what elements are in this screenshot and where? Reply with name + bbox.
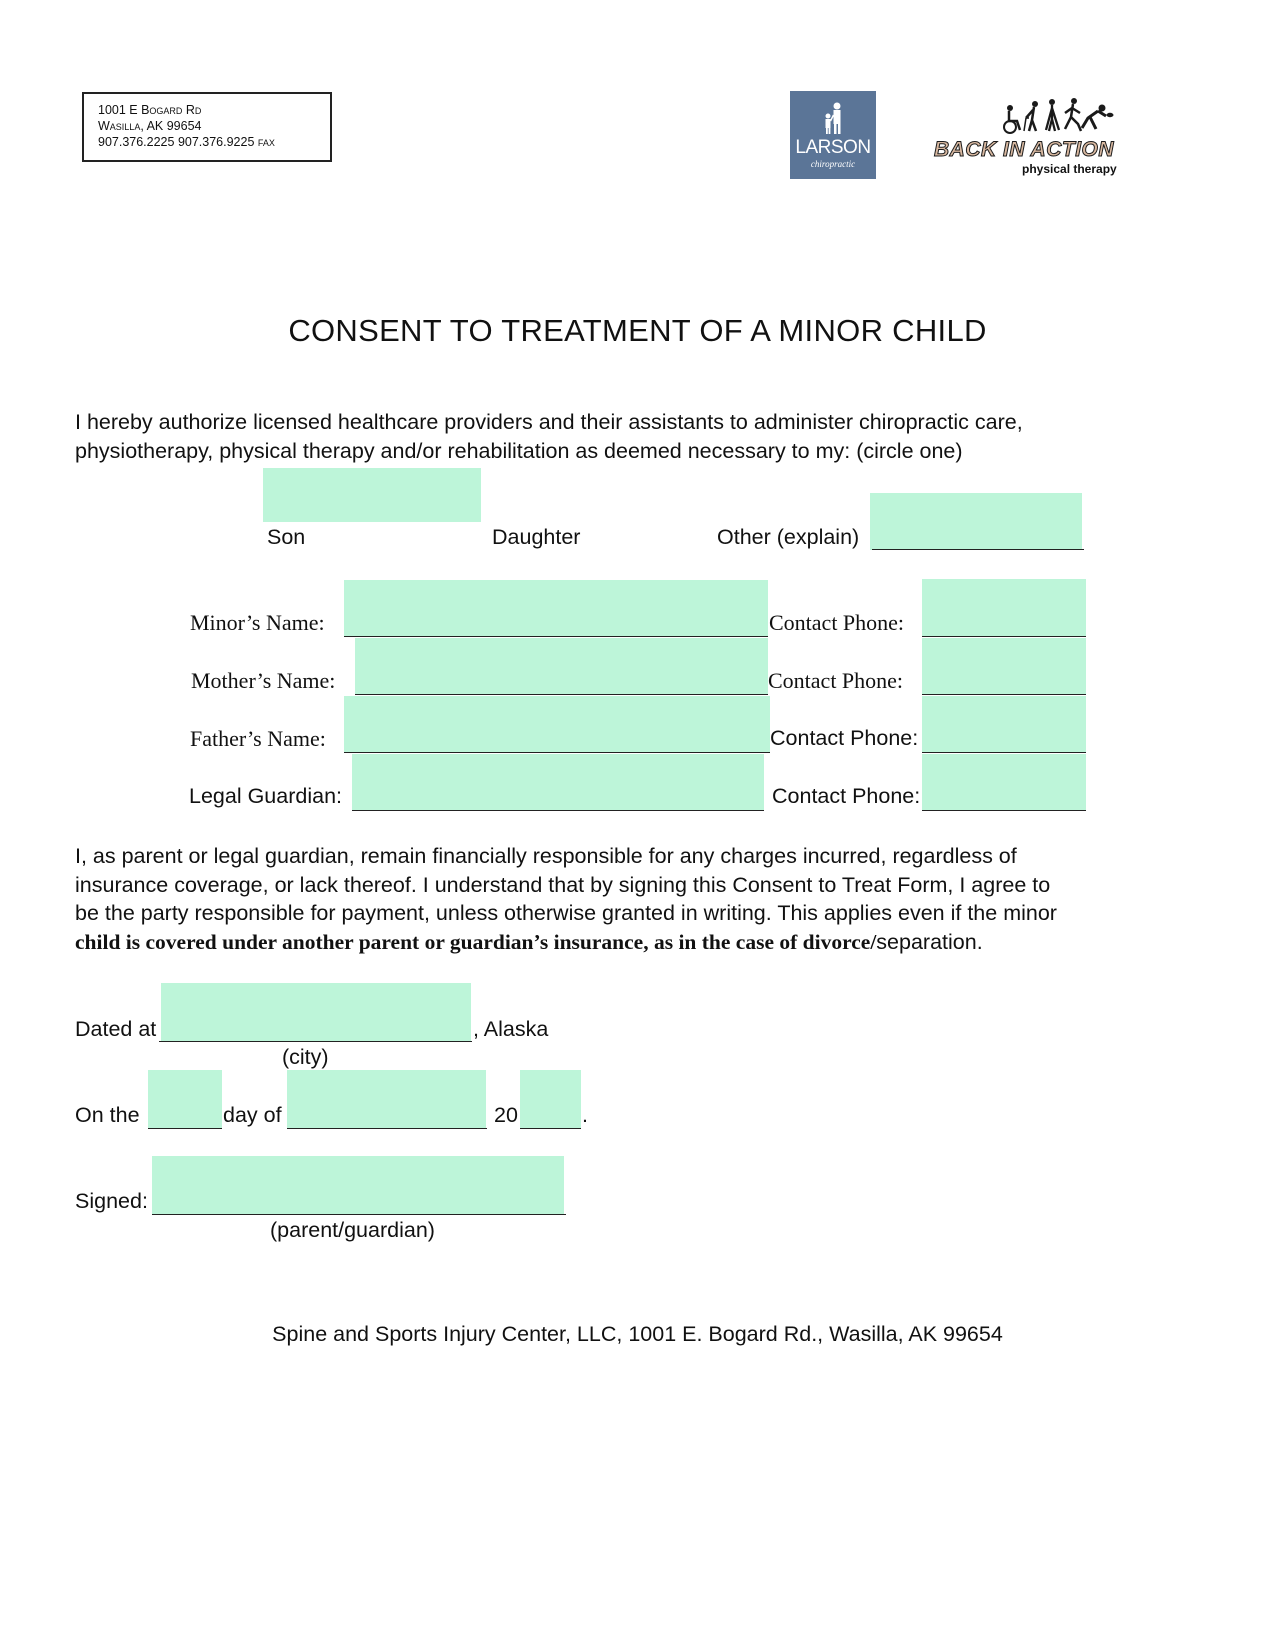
guardian-contact-phone-underline xyxy=(922,810,1086,811)
month-field[interactable] xyxy=(287,1070,486,1128)
year-prefix-label: 20 xyxy=(494,1103,518,1127)
guardian-contact-phone-label: Contact Phone: xyxy=(772,784,921,808)
mothers-name-field[interactable] xyxy=(355,638,768,694)
fathers-name-field[interactable] xyxy=(344,696,770,752)
city-underline xyxy=(159,1041,472,1042)
evolution-figures-icon xyxy=(930,96,1140,140)
family-icon xyxy=(790,91,876,137)
fathers-contact-phone-field[interactable] xyxy=(922,696,1086,752)
back-in-action-logo-sub: physical therapy xyxy=(1022,162,1117,176)
financial-line-1: I, as parent or legal guardian, remain financially responsible for any charges incurred, regardless of xyxy=(75,844,1017,868)
minors-contact-phone-label: Contact Phone: xyxy=(769,610,905,635)
mothers-name-underline xyxy=(355,694,768,695)
year-field[interactable] xyxy=(520,1070,581,1128)
son-option[interactable]: Son xyxy=(267,525,306,549)
financial-paragraph xyxy=(75,842,1057,956)
minors-name-field[interactable] xyxy=(344,580,768,636)
daughter-option[interactable]: Daughter xyxy=(492,525,581,549)
footer-address: Spine and Sports Injury Center, LLC, 1001 E. Bogard Rd., Wasilla, AK 99654 xyxy=(272,1322,1003,1346)
fathers-contact-phone-underline xyxy=(922,752,1086,753)
mothers-name-label: Mother’s Name: xyxy=(191,668,336,693)
legal-guardian-field[interactable] xyxy=(352,754,764,810)
day-field[interactable] xyxy=(148,1070,222,1128)
financial-line-4: child is covered under another parent or guardian’s insurance, as in the case of divorce/separation. xyxy=(75,929,983,954)
financial-line-2: insurance coverage, or lack thereof. I understand that by signing this Consent to Treat Form, I agree to xyxy=(75,872,1051,897)
other-option[interactable]: Other (explain) xyxy=(717,525,860,549)
back-in-action-logo-text: BACK IN ACTION xyxy=(934,138,1115,161)
larson-chiropractic-logo xyxy=(790,91,876,179)
signature-caption: (parent/guardian) xyxy=(270,1218,435,1242)
on-the-label: On the xyxy=(75,1103,140,1127)
minors-contact-phone-field[interactable] xyxy=(922,579,1086,636)
month-underline xyxy=(287,1128,487,1129)
fathers-name-underline xyxy=(344,752,770,753)
phone-line: 907.376.2225 907.376.9225 fax xyxy=(98,135,275,149)
mothers-contact-phone-field[interactable] xyxy=(922,638,1086,694)
legal-guardian-label: Legal Guardian: xyxy=(189,784,342,808)
address-line-2: Wasilla, AK 99654 xyxy=(98,119,202,133)
date-period: . xyxy=(582,1103,588,1127)
signature-underline xyxy=(152,1214,566,1215)
mothers-contact-phone-underline xyxy=(922,694,1086,695)
intro-line-2: physiotherapy, physical therapy and/or rehabilitation as deemed necessary to my: (circle one) xyxy=(75,438,963,463)
mothers-contact-phone-label: Contact Phone: xyxy=(768,668,904,693)
minors-contact-phone-underline xyxy=(922,636,1086,637)
day-underline xyxy=(148,1128,222,1129)
son-daughter-field[interactable] xyxy=(263,468,481,522)
address-line-1: 1001 E Bogard Rd xyxy=(98,103,202,117)
alaska-label: , Alaska xyxy=(473,1017,549,1041)
city-caption: (city) xyxy=(282,1045,329,1069)
intro-paragraph xyxy=(75,408,1023,465)
larson-logo-text: LARSON xyxy=(795,137,871,158)
other-explain-underline xyxy=(872,549,1084,550)
city-field[interactable] xyxy=(161,983,471,1041)
legal-guardian-underline xyxy=(352,810,764,811)
minors-name-underline xyxy=(344,636,768,637)
dated-at-label: Dated at xyxy=(75,1017,157,1041)
larson-logo-sub: chiropractic xyxy=(810,159,856,169)
financial-line-3: be the party responsible for payment, unless otherwise granted in writing. This applies even if the minor xyxy=(75,901,1057,925)
day-of-label: day of xyxy=(223,1103,282,1127)
page-title: CONSENT TO TREATMENT OF A MINOR CHILD xyxy=(288,313,987,348)
fathers-contact-phone-label: Contact Phone: xyxy=(770,726,919,750)
minors-name-label: Minor’s Name: xyxy=(190,610,325,635)
fathers-name-label: Father’s Name: xyxy=(190,726,326,751)
year-underline xyxy=(520,1128,581,1129)
guardian-contact-phone-field[interactable] xyxy=(922,754,1086,810)
other-explain-field[interactable] xyxy=(870,493,1082,550)
back-in-action-logo xyxy=(930,96,1140,184)
signed-label: Signed: xyxy=(75,1189,148,1213)
address-box xyxy=(82,92,332,162)
intro-line-1: I hereby authorize licensed healthcare providers and their assistants to administer chiropractic care, xyxy=(75,410,1023,434)
signature-field[interactable] xyxy=(152,1156,564,1214)
